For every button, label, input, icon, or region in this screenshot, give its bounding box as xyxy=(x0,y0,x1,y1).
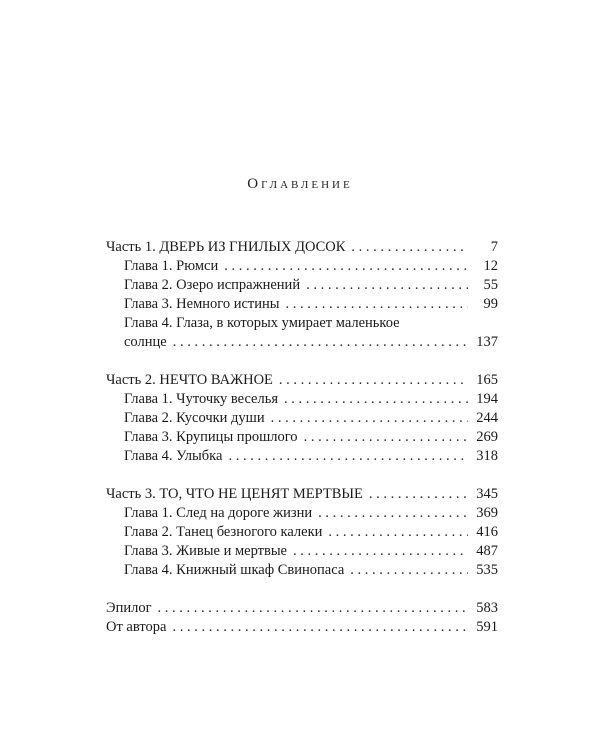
dot-leader xyxy=(284,390,468,409)
toc-chapter-label: Глава 4. Глаза, в которых умирает маленькое xyxy=(124,315,400,331)
page-title: Оглавление xyxy=(247,176,353,192)
toc-page-number: 12 xyxy=(483,258,498,274)
toc-chapter-label: Глава 2. Танец безногого калеки xyxy=(124,524,323,540)
dot-leader xyxy=(318,504,468,523)
toc-chapter-label: Глава 1. След на дороге жизни xyxy=(124,505,313,521)
dot-leader xyxy=(173,333,468,352)
toc-chapter[interactable] xyxy=(106,257,498,276)
toc-page-number: 165 xyxy=(476,372,498,388)
dot-leader xyxy=(304,428,468,447)
dot-leader xyxy=(279,371,468,390)
toc-chapter[interactable] xyxy=(106,276,498,295)
toc-chapter-label: Глава 1. Рюмси xyxy=(124,258,219,274)
dot-leader xyxy=(369,485,468,504)
toc-chapter[interactable] xyxy=(106,314,498,352)
toc-part-1[interactable] xyxy=(106,238,498,257)
toc-chapter-label: Глава 3. Живые и мертвые xyxy=(124,543,287,559)
toc-page-number: 369 xyxy=(476,505,498,521)
toc-page-number: 269 xyxy=(476,429,498,445)
toc-page-number: 194 xyxy=(476,391,498,407)
toc-chapter-label: Глава 2. Озеро испражнений xyxy=(124,277,301,293)
toc-chapter-label: Глава 3. Крупицы прошлого xyxy=(124,429,298,445)
toc-page-number: 137 xyxy=(476,334,498,350)
toc-chapter[interactable] xyxy=(106,447,498,466)
dot-leader xyxy=(350,561,468,580)
toc-part-label: Часть 1. ДВЕРЬ ИЗ ГНИЛЫХ ДОСОК xyxy=(106,239,346,255)
dot-leader xyxy=(328,523,468,542)
toc-page-number: 318 xyxy=(476,448,498,464)
toc-chapter-label: Глава 2. Кусочки души xyxy=(124,410,265,426)
dot-leader xyxy=(286,295,468,314)
dot-leader xyxy=(172,618,468,637)
spacer xyxy=(106,352,498,371)
table-of-contents xyxy=(106,238,498,637)
toc-chapter-label-continued: солнце xyxy=(124,334,167,350)
toc-part-label: Эпилог xyxy=(106,600,152,616)
dot-leader xyxy=(228,447,468,466)
toc-page-number: 55 xyxy=(483,277,498,293)
toc-part-3[interactable] xyxy=(106,485,498,504)
toc-chapter-label: Глава 4. Книжный шкаф Свинопаса xyxy=(124,562,345,578)
dot-leader xyxy=(158,599,468,618)
toc-chapter[interactable] xyxy=(106,523,498,542)
toc-chapter[interactable] xyxy=(106,504,498,523)
toc-chapter[interactable] xyxy=(106,295,498,314)
toc-page-number: 583 xyxy=(476,600,498,616)
spacer xyxy=(106,466,498,485)
toc-author-note[interactable] xyxy=(106,618,498,637)
toc-page-number: 591 xyxy=(476,619,498,635)
toc-chapter-label: Глава 3. Немного истины xyxy=(124,296,280,312)
toc-page-number: 7 xyxy=(490,239,498,255)
toc-page-number: 535 xyxy=(476,562,498,578)
dot-leader xyxy=(224,257,468,276)
toc-chapter[interactable] xyxy=(106,561,498,580)
toc-chapter-label: Глава 4. Улыбка xyxy=(124,448,223,464)
toc-part-label: Часть 3. ТО, ЧТО НЕ ЦЕНЯТ МЕРТВЫЕ xyxy=(106,486,363,502)
toc-page-number: 244 xyxy=(476,410,498,426)
toc-chapter[interactable] xyxy=(106,409,498,428)
dot-leader xyxy=(293,542,468,561)
toc-part-2[interactable] xyxy=(106,371,498,390)
toc-chapter[interactable] xyxy=(106,428,498,447)
toc-part-label: От автора xyxy=(106,619,167,635)
toc-page-number: 99 xyxy=(483,296,498,312)
toc-part-label: Часть 2. НЕЧТО ВАЖНОЕ xyxy=(106,372,273,388)
toc-chapter[interactable] xyxy=(106,390,498,409)
toc-chapter[interactable] xyxy=(106,542,498,561)
spacer xyxy=(106,580,498,599)
toc-page-number: 345 xyxy=(476,486,498,502)
dot-leader xyxy=(306,276,468,295)
toc-page-number: 416 xyxy=(476,524,498,540)
toc-epilogue[interactable] xyxy=(106,599,498,618)
dot-leader xyxy=(351,238,468,257)
toc-chapter-label: Глава 1. Чуточку веселья xyxy=(124,391,279,407)
toc-page-number: 487 xyxy=(476,543,498,559)
dot-leader xyxy=(271,409,468,428)
